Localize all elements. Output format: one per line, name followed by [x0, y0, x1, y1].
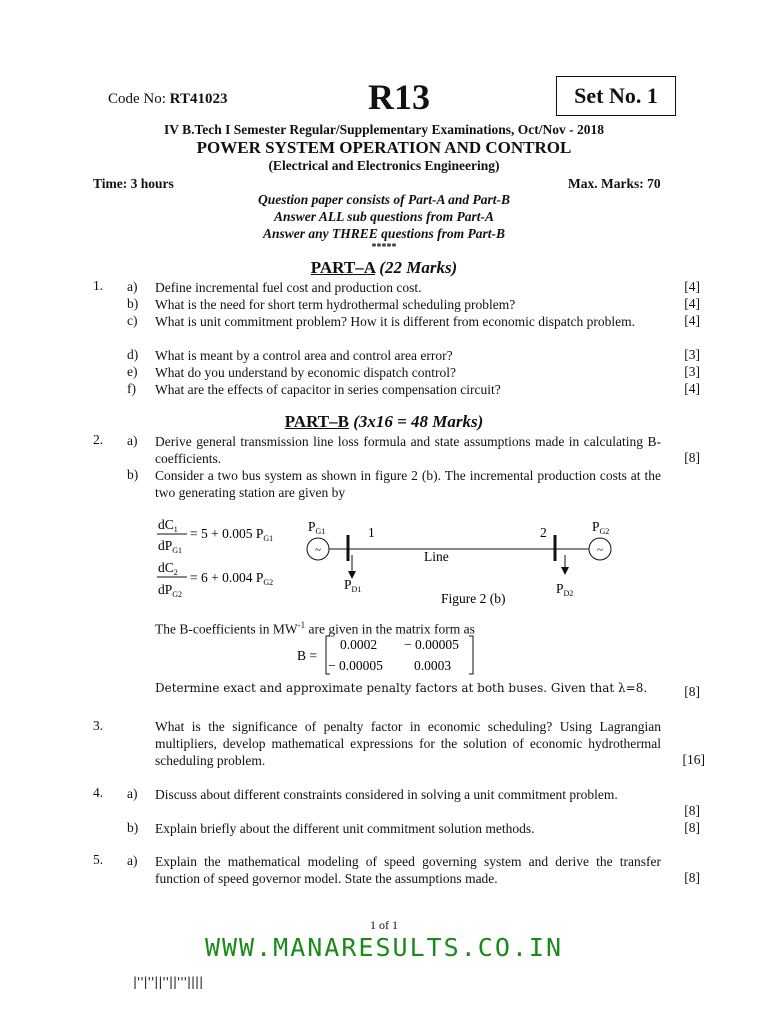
sub-label: b): [127, 296, 139, 311]
question-text: Define incremental fuel cost and production cost.: [155, 280, 422, 295]
marks: [8]: [684, 803, 700, 818]
question-text: Derive general transmission line loss formula and state assumptions made in calculating B- coefficients.: [155, 434, 661, 466]
question-text: What are the effects of capacitor in series compensation circuit?: [155, 382, 501, 397]
part-b-heading: PART–B (3x16 = 48 Marks): [284, 412, 484, 431]
matrix-cell: 0.0003: [414, 658, 452, 673]
marks: [4]: [684, 296, 700, 311]
determine-text: Determine exact and approximate penalty factors at both buses. Given that λ=8.: [155, 681, 648, 695]
question-number: 3.: [93, 718, 104, 733]
question-text: What is unit commitment problem? How it is different from economic dispatch problem.: [155, 314, 636, 329]
question-text: What is the significance of penalty factor in economic scheduling? Using Lagrangian multipliers, develop mathematical expressions for the solution of economic hydrothermal scheduling problem.: [155, 719, 661, 768]
sub-label: a): [127, 433, 138, 448]
website-watermark[interactable]: WWW.MANARESULTS.CO.IN: [204, 933, 564, 962]
bcoef-text: The B-coefficients in $MW^{-1}$ are given in the matrix form as: [155, 620, 475, 637]
marks: [4]: [684, 279, 700, 294]
b-matrix: [0, 632, 768, 678]
marks: [8]: [684, 820, 700, 835]
regulation-label: R13: [368, 77, 430, 117]
code-number: Code No: RT41023: [108, 91, 228, 107]
marks: [3]: [684, 347, 700, 362]
sub-label: a): [127, 786, 138, 801]
instruction-2: Answer ALL sub questions from Part-A: [274, 209, 494, 224]
question-text: Explain briefly about the different unit commitment solution methods.: [155, 821, 535, 836]
marks: [8]: [684, 450, 700, 465]
sub-label: e): [127, 364, 138, 379]
question-text: Consider a two bus system as shown in figure 2 (b). The incremental production costs at the two generating station are given by: [155, 468, 661, 500]
marks: [8]: [684, 684, 700, 699]
subject-title: POWER SYSTEM OPERATION AND CONTROL: [196, 138, 572, 157]
marks: [16]: [682, 752, 705, 767]
marks: [8]: [684, 870, 700, 885]
sub-label: a): [127, 279, 138, 294]
eq1-numerator: $dC_1$: [158, 517, 178, 534]
pd1-label: $P_{D1}$: [344, 577, 362, 594]
time-allowed: Time: 3 hours: [93, 176, 174, 191]
instruction-3: Answer any THREE questions from Part-B: [263, 226, 505, 241]
eq2-rhs: = 6 + 0.004 $P_{G2}$: [190, 570, 274, 587]
marks: [3]: [684, 364, 700, 379]
pg2-label: $P_{G2}$: [592, 519, 610, 536]
pd2-label: $P_{D2}$: [556, 581, 574, 598]
question-number: 2.: [93, 432, 104, 447]
generator-1-symbol: ~: [315, 544, 321, 556]
equations-and-figure: [0, 505, 768, 615]
question-text: Discuss about different constraints considered in solving a unit commitment problem.: [155, 787, 618, 802]
question-text: What do you understand by economic dispatch control?: [155, 365, 457, 380]
barcode: |''|''||''||'''||||: [133, 975, 204, 989]
part-a-heading: PART–A (22 Marks): [310, 258, 458, 277]
question-text: What is meant by a control area and control area error?: [155, 348, 453, 363]
max-marks: Max. Marks: 70: [568, 176, 661, 191]
set-number-box: Set No. 1: [556, 76, 676, 116]
matrix-cell: − 0.00005: [404, 637, 459, 652]
branch-title: (Electrical and Electronics Engineering): [268, 158, 500, 173]
question-text: Explain the mathematical modeling of speed governing system and derive the transfer function of speed governor model. State the assumptions made.: [155, 854, 661, 886]
eq2-numerator: $dC_2$: [158, 560, 178, 577]
matrix-cell: 0.0002: [340, 637, 378, 652]
page-number: 1 of 1: [370, 918, 398, 932]
generator-2-symbol: ~: [597, 544, 603, 556]
sub-label: b): [127, 820, 139, 835]
sub-label: b): [127, 467, 139, 482]
pg1-label: $P_{G1}$: [308, 519, 326, 536]
marks: [4]: [684, 313, 700, 328]
sub-label: f): [127, 381, 136, 396]
load-d2-arrow-icon: [561, 567, 569, 575]
right-bracket: [469, 636, 473, 674]
sub-label: a): [127, 853, 138, 868]
line-label: Line: [424, 549, 449, 564]
eq1-denominator: $dP_{G1}$: [158, 538, 183, 555]
sub-label: d): [127, 347, 139, 362]
question-number: 1.: [93, 278, 104, 293]
question-text: What is the need for short term hydrothermal scheduling problem?: [155, 297, 516, 312]
exam-title: IV B.Tech I Semester Regular/Supplementary Examinations, Oct/Nov - 2018: [163, 122, 604, 137]
matrix-cell: − 0.00005: [328, 658, 383, 673]
stars-divider: *****: [371, 242, 397, 253]
instruction-1: Question paper consists of Part-A and Part-B: [257, 192, 511, 207]
figure-caption: Figure 2 (b): [441, 591, 506, 606]
bus-1-label: 1: [368, 525, 375, 540]
sub-label: c): [127, 313, 138, 328]
eq2-denominator: $dP_{G2}$: [158, 582, 183, 599]
eq1-rhs: = 5 + 0.005 $P_{G1}$: [190, 526, 274, 543]
question-number: 4.: [93, 785, 104, 800]
marks: [4]: [684, 381, 700, 396]
question-number: 5.: [93, 852, 104, 867]
matrix-label: B =: [297, 648, 317, 663]
bus-2-label: 2: [540, 525, 547, 540]
